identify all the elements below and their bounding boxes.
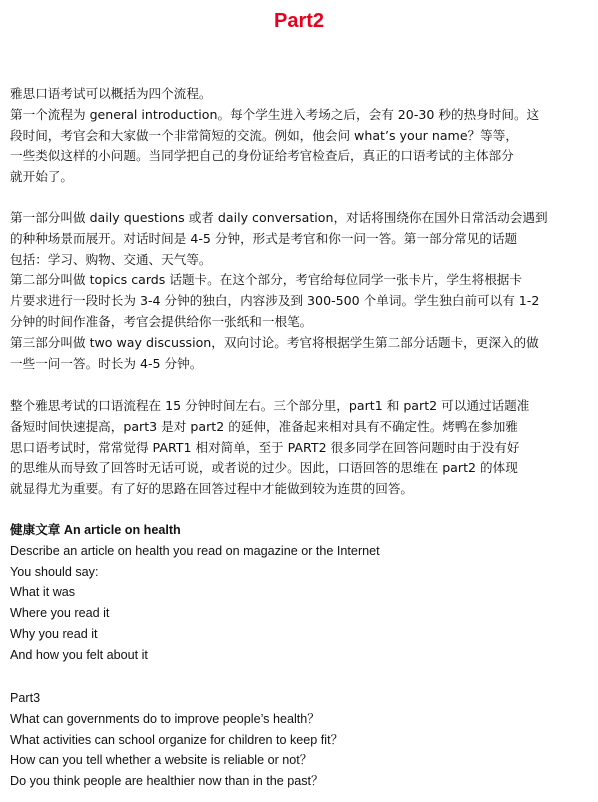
page-title: Part2 — [273, 10, 325, 32]
part3-question: How can you tell whether a website is reliable or not？ — [10, 753, 313, 768]
topic-describe: Describe an article on health you read on magazine or the Internet — [10, 543, 380, 558]
parts-line: 片要求进行一段时长为 3-4 分钟的独白，内容涉及到 300-500 个单词。学生独白前可以有 1-2 — [10, 293, 540, 309]
intro-line: 就开始了。 — [10, 169, 73, 185]
parts-line: 一些一问一答。时长为 4-5 分钟。 — [10, 355, 203, 371]
part3-section — [10, 688, 570, 792]
topic-prompt: What it was — [10, 585, 76, 600]
intro-paragraph — [10, 84, 570, 188]
part3-question: Do you think people are healthier now than in the past？ — [10, 774, 324, 789]
part3-question: What activities can school organize for children to keep fit？ — [10, 732, 344, 747]
intro-line: 第一个流程为 general introduction。每个学生进入考场之后，会有 20-30 秒的热身时间。这 — [10, 106, 540, 122]
topic-heading: 健康文章 An article on health — [10, 523, 181, 537]
part3-question: What can governments do to improve people’s health？ — [10, 711, 320, 726]
topic-card — [10, 520, 570, 666]
parts-line: 第一部分叫做 daily questions 或者 daily conversation，对话将围绕你在国外日常活动会遇到 — [10, 210, 548, 225]
part3-label: Part3 — [10, 691, 41, 705]
intro-line: 雅思口语考试可以概括为四个流程。 — [10, 86, 212, 101]
summary-line: 备短时间快速提高，part3 是对 part2 的延伸，准备起来相对具有不确定性。烤鸭在参加雅 — [10, 418, 518, 434]
summary-line: 整个雅思考试的口语流程在 15 分钟时间左右。三个部分里，part1 和 part2 可以通过话题准 — [10, 398, 530, 413]
parts-line: 第二部分叫做 topics cards 话题卡。在这个部分，考官给每位同学一张卡片，学生将根据卡 — [10, 272, 522, 288]
intro-line: 段时间，考官会和大家做一个非常简短的交流。例如，他会问 what’s your name？等等， — [10, 127, 518, 143]
topic-should-say: You should say: — [10, 564, 99, 579]
topic-prompt: Why you read it — [10, 626, 98, 641]
summary-line: 就显得尤为重要。有了好的思路在回答过程中才能做到较为连贯的回答。 — [10, 481, 413, 497]
topic-prompt: And how you felt about it — [10, 647, 148, 662]
summary-line: 思口语考试时，常常觉得 PART1 相对简单，至于 PART2 很多同学在回答问题时由于没有好 — [10, 439, 520, 455]
parts-line: 分钟的时间作准备，考官会提供给你一张纸和一根笔。 — [10, 313, 313, 329]
parts-line: 的种种场景而展开。对话时间是 4-5 分钟，形式是考官和你一问一答。第一部分常见的话题 — [10, 230, 518, 246]
parts-line: 第三部分叫做 two way discussion，双向讨论。考官将根据学生第二部分话题卡，更深入的做 — [10, 334, 539, 350]
intro-line: 一些类似这样的小问题。当同学把自己的身份证给考官检查后，真正的口语考试的主体部分 — [10, 148, 514, 164]
parts-paragraph — [10, 208, 570, 374]
parts-line: 包括：学习、购物、交通、天气等。 — [10, 251, 212, 267]
summary-line: 的思维从而导致了回答时无话可说，或者说的过少。因此，口语回答的思维在 part2 的体现 — [10, 460, 518, 476]
topic-prompt: Where you read it — [10, 606, 110, 621]
summary-paragraph — [10, 396, 570, 500]
